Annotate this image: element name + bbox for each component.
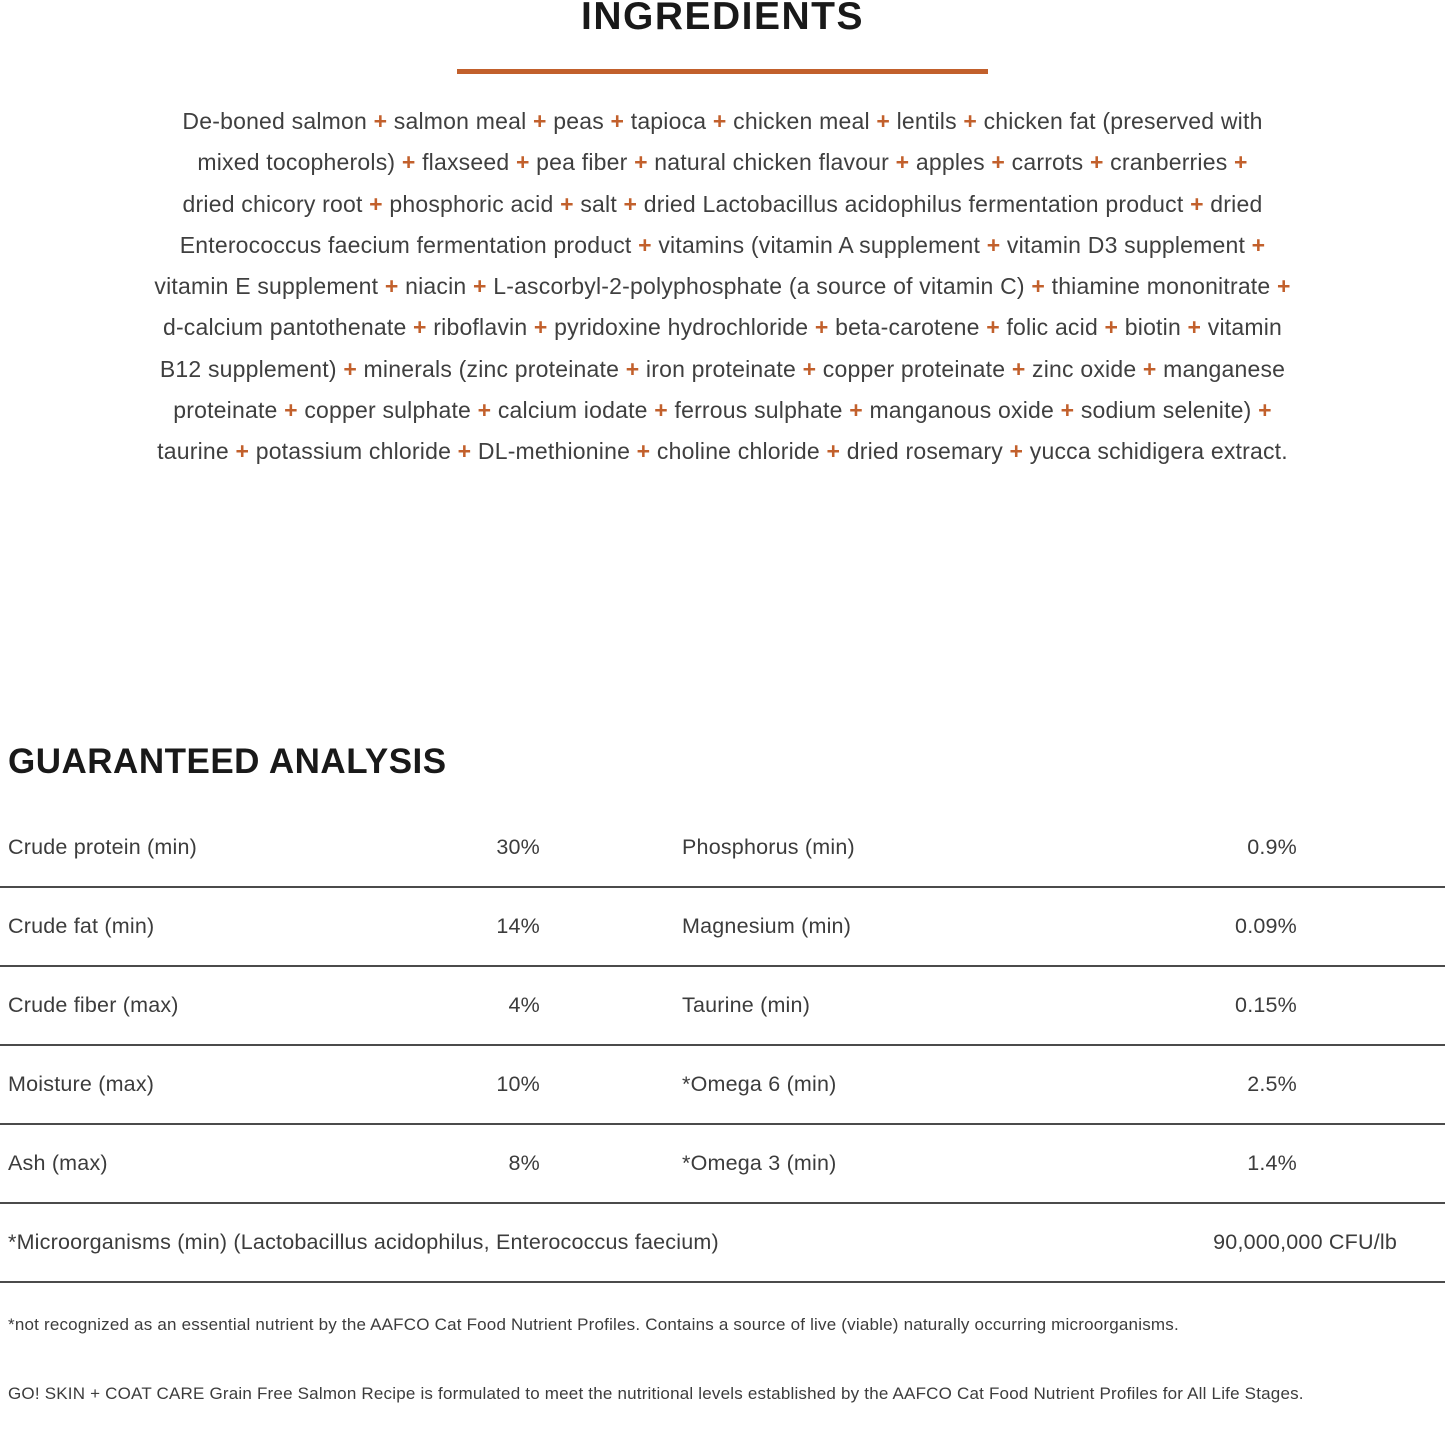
- ingredients-line: proteinate + copper sulphate + calcium iodate + ferrous sulphate + manganous oxide + sodium selenite) +: [173, 397, 1272, 424]
- nutrient-value: 0.15%: [1235, 992, 1297, 1017]
- microorganisms-label: *Microorganisms (min) (Lactobacillus acidophilus, Enterococcus faecium): [8, 1229, 719, 1254]
- plus-separator-icon: +: [610, 108, 625, 134]
- nutrient-value: 0.9%: [1247, 834, 1297, 859]
- plus-separator-icon: +: [235, 438, 250, 465]
- nutrient-value: 30%: [496, 834, 540, 859]
- ingredients-title: INGREDIENTS: [580, 0, 865, 38]
- plus-separator-icon: +: [477, 397, 492, 424]
- ingredients-line: De-boned salmon + salmon meal + peas + tapioca + chicken meal + lentils + chicken fat (preserved with: [182, 108, 1263, 134]
- plus-separator-icon: +: [560, 190, 574, 217]
- plus-separator-icon: +: [284, 397, 298, 424]
- plus-separator-icon: +: [986, 314, 1000, 341]
- nutrient-value: 4%: [508, 992, 540, 1017]
- ingredients-line: dried chicory root + phosphoric acid + salt + dried Lactobacillus acidophilus fermentation product + dried: [182, 190, 1263, 217]
- plus-separator-icon: +: [1276, 273, 1291, 300]
- nutrient-value: 10%: [496, 1071, 540, 1096]
- analysis-row: [0, 1046, 1445, 1125]
- nutrient-label: *Omega 6 (min): [682, 1071, 837, 1096]
- plus-separator-icon: +: [876, 108, 890, 134]
- plus-separator-icon: +: [814, 314, 829, 341]
- nutrient-label: Crude fiber (max): [8, 992, 179, 1017]
- plus-separator-icon: +: [1234, 149, 1248, 176]
- plus-separator-icon: +: [1251, 231, 1266, 258]
- plus-separator-icon: +: [1031, 273, 1046, 300]
- nutrient-value: 0.09%: [1235, 913, 1297, 938]
- plus-separator-icon: +: [991, 149, 1006, 176]
- ingredients-line: taurine + potassium chloride + DL-methionine + choline chloride + dried rosemary + yucca schidigera extract.: [157, 438, 1288, 465]
- nutrient-label: *Omega 3 (min): [682, 1150, 837, 1175]
- microorganisms-value: 90,000,000 CFU/lb: [1213, 1229, 1397, 1254]
- ingredients-line: d-calcium pantothenate + riboflavin + pyridoxine hydrochloride + beta-carotene + folic acid + biotin + vitamin: [162, 314, 1283, 341]
- plus-separator-icon: +: [636, 438, 651, 465]
- nutrient-label: Crude fat (min): [8, 913, 155, 938]
- analysis-row: [0, 1125, 1445, 1204]
- nutrient-value: 2.5%: [1247, 1071, 1297, 1096]
- nutrient-label: Moisture (max): [8, 1071, 155, 1096]
- plus-separator-icon: +: [625, 355, 640, 382]
- footnote-formulation-statement: GO! SKIN + COAT CARE Grain Free Salmon Recipe is formulated to meet the nutritional levels established by the AAFCO Cat Food Nutrient Profiles for All Life Stages.: [8, 1384, 1304, 1404]
- analysis-row: [0, 967, 1445, 1046]
- footnote-aafco-nutrient: *not recognized as an essential nutrient by the AAFCO Cat Food Nutrient Profiles. Contains a source of live (viable) naturally occurring microorganisms.: [8, 1314, 1179, 1334]
- microorganisms-row: [0, 1204, 1445, 1283]
- analysis-table: [0, 809, 1445, 1283]
- ingredients-text: [0, 101, 1445, 473]
- nutrient-value: 8%: [508, 1150, 540, 1175]
- nutrient-label: Crude protein (min): [8, 834, 198, 859]
- ingredients-line: Enterococcus faecium fermentation product + vitamins (vitamin A supplement + vitamin D3 supplement +: [179, 231, 1266, 258]
- ingredients-line: vitamin E supplement + niacin + L-ascorbyl-2-polyphosphate (a source of vitamin C) + thiamine mononitrate +: [154, 273, 1291, 300]
- plus-separator-icon: +: [1011, 355, 1026, 382]
- plus-separator-icon: +: [401, 149, 416, 176]
- plus-separator-icon: +: [515, 149, 530, 176]
- nutrient-value: 14%: [496, 913, 540, 938]
- nutrient-label: Ash (max): [8, 1150, 108, 1175]
- title-underline: [457, 69, 988, 74]
- nutrient-label: Phosphorus (min): [682, 834, 855, 859]
- plus-separator-icon: +: [384, 273, 399, 300]
- plus-separator-icon: +: [623, 190, 638, 217]
- plus-separator-icon: +: [343, 355, 357, 382]
- plus-separator-icon: +: [986, 231, 1001, 258]
- plus-separator-icon: +: [963, 108, 978, 134]
- plus-separator-icon: +: [638, 231, 652, 258]
- analysis-row: [0, 888, 1445, 967]
- ingredients-line: mixed tocopherols) + flaxseed + pea fiber + natural chicken flavour + apples + carrots + cranberries +: [197, 149, 1248, 176]
- plus-separator-icon: +: [1009, 438, 1024, 465]
- plus-separator-icon: +: [413, 314, 427, 341]
- nutrient-value: 1.4%: [1247, 1150, 1297, 1175]
- plus-separator-icon: +: [826, 438, 841, 465]
- plus-separator-icon: +: [634, 149, 648, 176]
- plus-separator-icon: +: [472, 273, 487, 300]
- plus-separator-icon: +: [654, 397, 668, 424]
- plus-separator-icon: +: [533, 314, 548, 341]
- plus-separator-icon: +: [1142, 355, 1157, 382]
- plus-separator-icon: +: [1258, 397, 1272, 424]
- nutrient-label: Taurine (min): [682, 992, 811, 1017]
- plus-separator-icon: +: [533, 108, 547, 134]
- analysis-title: GUARANTEED ANALYSIS: [8, 741, 447, 781]
- nutrient-label: Magnesium (min): [682, 913, 852, 938]
- plus-separator-icon: +: [895, 149, 910, 176]
- ingredients-line: B12 supplement) + minerals (zinc proteinate + iron proteinate + copper proteinate + zinc oxide + manganese: [159, 355, 1286, 382]
- plus-separator-icon: +: [849, 397, 863, 424]
- plus-separator-icon: +: [373, 108, 388, 134]
- plus-separator-icon: +: [1190, 190, 1204, 217]
- plus-separator-icon: +: [369, 190, 383, 217]
- plus-separator-icon: +: [802, 355, 817, 382]
- plus-separator-icon: +: [1104, 314, 1119, 341]
- analysis-row: [0, 809, 1445, 888]
- plus-separator-icon: +: [1060, 397, 1075, 424]
- plus-separator-icon: +: [457, 438, 472, 465]
- plus-separator-icon: +: [1187, 314, 1202, 341]
- plus-separator-icon: +: [712, 108, 727, 134]
- plus-separator-icon: +: [1089, 149, 1104, 176]
